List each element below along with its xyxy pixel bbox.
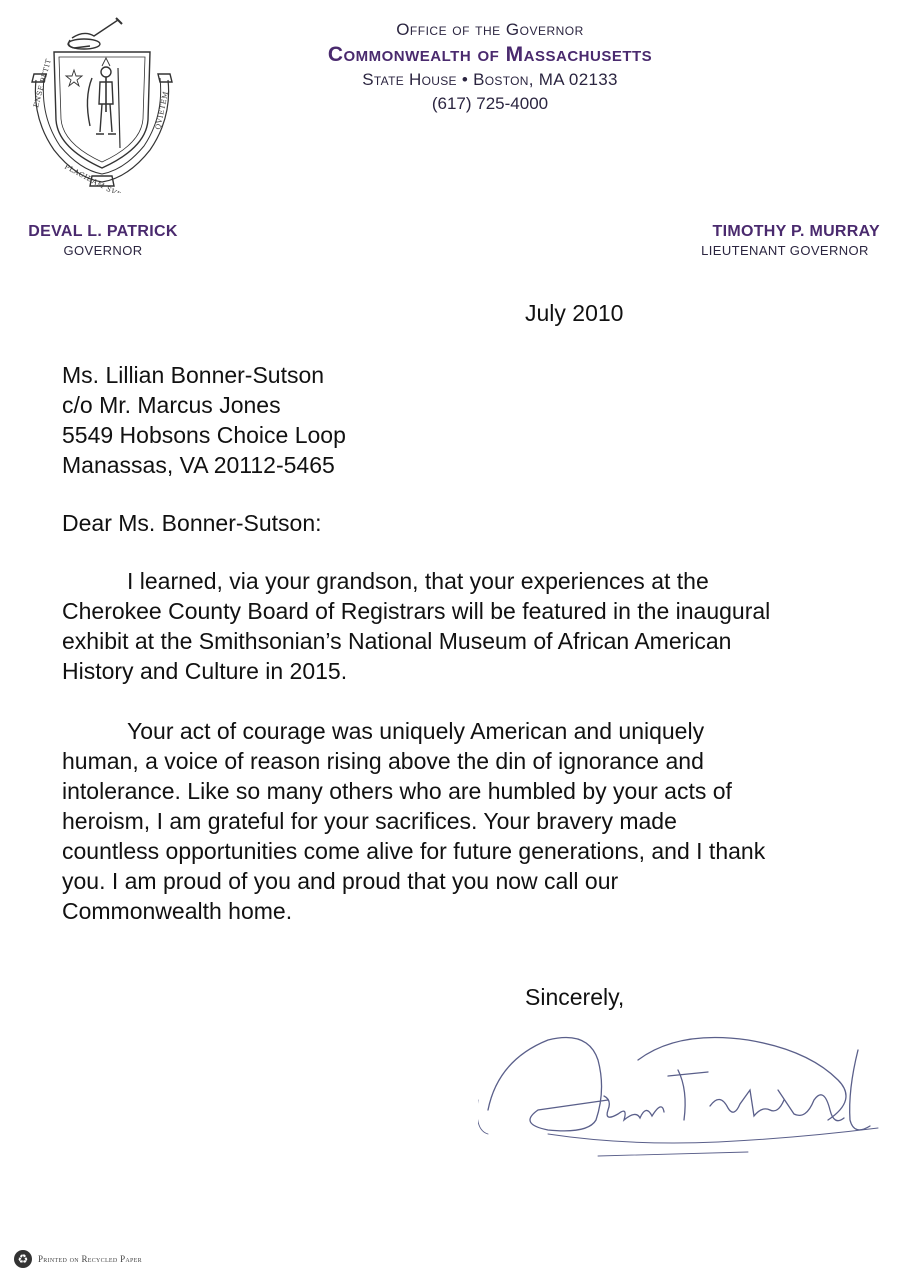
recipient-line: c/o Mr. Marcus Jones xyxy=(62,392,281,418)
recipient-line: Manassas, VA 20112-5465 xyxy=(62,452,335,478)
recipient-line: 5549 Hobsons Choice Loop xyxy=(62,422,346,448)
commonwealth-title: Commonwealth of Massachusetts xyxy=(327,43,653,66)
letter-date: July 2010 xyxy=(525,300,624,326)
recipient-address xyxy=(62,360,346,480)
recycle-icon: ♻ xyxy=(14,1250,32,1268)
office-address: State House • Boston, MA 02133 xyxy=(362,70,618,89)
paragraph-line: I learned, via your grandson, that your experiences at the xyxy=(127,568,709,594)
paragraph-line: History and Culture in 2015. xyxy=(62,658,348,684)
paragraph-line: exhibit at the Smithsonian’s National Museum of African American xyxy=(62,628,732,654)
office-title: Office of the Governor xyxy=(396,20,584,39)
paragraph-1 xyxy=(62,566,862,686)
paragraph-line: human, a voice of reason rising above the din of ignorance and xyxy=(62,748,704,774)
handwritten-signature xyxy=(478,1030,888,1160)
paragraph-line: Cherokee County Board of Registrars will be featured in the inaugural xyxy=(62,598,771,624)
paragraph-line: heroism, I am grateful for your sacrifices. Your bravery made xyxy=(62,808,677,834)
signature-icon xyxy=(478,1030,888,1160)
paragraph-line: intolerance. Like so many others who are humbled by your acts of xyxy=(62,778,732,804)
paragraph-2 xyxy=(62,716,862,926)
letterhead xyxy=(300,18,680,116)
salutation: Dear Ms. Bonner-Sutson: xyxy=(62,510,322,536)
seal-motto-right: QVIETEM xyxy=(154,90,171,131)
paragraph-line: you. I am proud of you and proud that you now call our xyxy=(62,868,619,894)
seal-icon xyxy=(22,8,182,193)
recycled-paper-note xyxy=(14,1250,142,1268)
massachusetts-seal xyxy=(22,8,182,193)
recycled-paper-text: Printed on Recycled Paper xyxy=(38,1254,142,1264)
paragraph-line: Commonwealth home. xyxy=(62,898,293,924)
office-phone: (617) 725-4000 xyxy=(431,94,549,113)
governor-name: DEVAL L. PATRICK xyxy=(28,223,178,240)
lieutenant-governor-title: LIEUTENANT GOVERNOR xyxy=(701,243,869,258)
governor-block xyxy=(20,222,186,259)
seal-motto-left: ENSE PETIT xyxy=(32,57,53,109)
lieutenant-governor-block xyxy=(690,222,880,259)
seal-motto-bottom: PLACIDAM SVB LIBERTATE xyxy=(63,162,167,193)
lieutenant-governor-name: TIMOTHY P. MURRAY xyxy=(712,223,880,240)
paragraph-line: Your act of courage was uniquely American and uniquely xyxy=(127,718,705,744)
recipient-line: Ms. Lillian Bonner-Sutson xyxy=(62,362,325,388)
closing: Sincerely, xyxy=(525,984,625,1010)
governor-title: GOVERNOR xyxy=(63,243,143,258)
paragraph-line: countless opportunities come alive for future generations, and I thank xyxy=(62,838,766,864)
